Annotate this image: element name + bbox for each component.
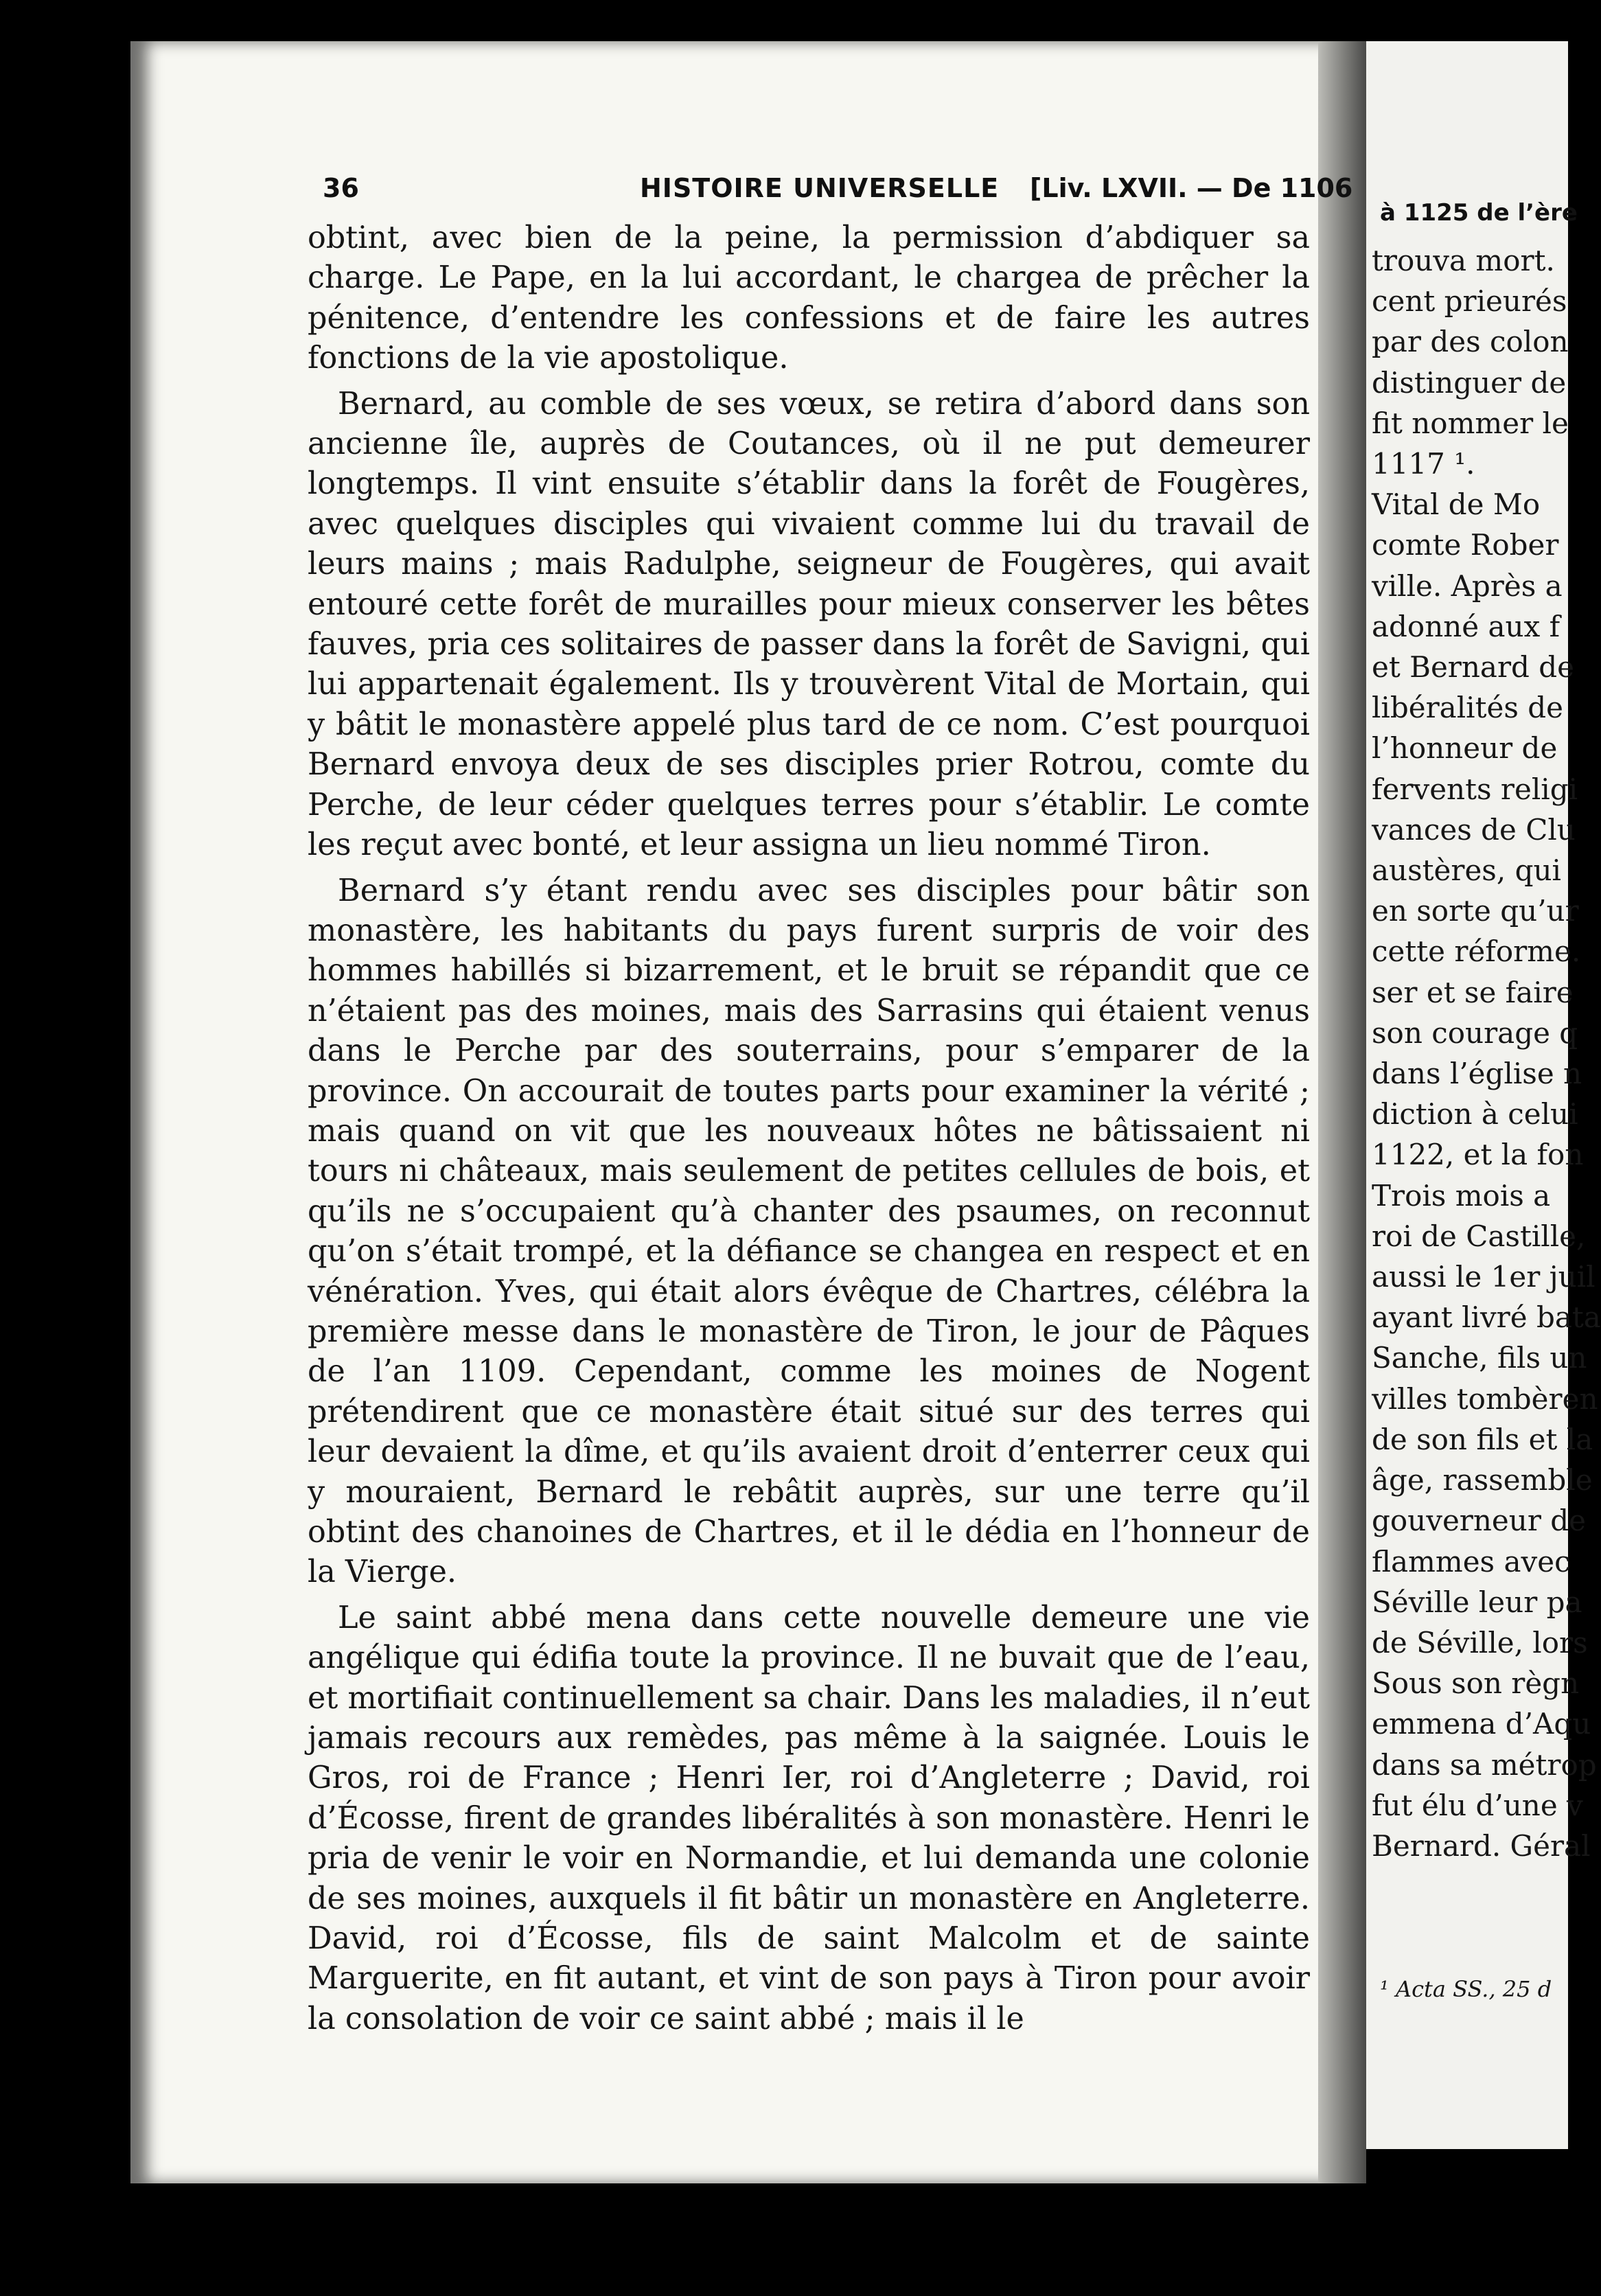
facing-line: gouverneur de [1372,1504,1587,1538]
running-title: HISTOIRE UNIVERSELLE [640,173,1000,203]
facing-line: adonné aux f [1372,609,1560,643]
facing-line: Sanche, fils un [1372,1341,1587,1375]
facing-line: ser et se faire [1372,975,1574,1009]
facing-line: cette réforme. [1372,934,1581,969]
facing-line: fit nommer le [1372,406,1569,440]
facing-line: fut élu d’une v [1372,1788,1583,1822]
facing-line: l’honneur de [1372,731,1558,766]
facing-line: fervents religi [1372,772,1578,806]
page-number: 36 [323,173,359,203]
facing-line: et Bernard de [1372,650,1575,685]
facing-line: austères, qui [1372,853,1561,888]
running-header [323,161,1353,216]
paragraph: obtint, avec bien de la peine, la permission d’abdiquer sa charge. Le Pape, en la lui accordant, le chargea de prêcher la pénitence, d’entendre les confessions et de faire les autres fonctions de la vie apostolique. [308,220,1310,376]
facing-line: comte Rober [1372,528,1559,562]
facing-page [1366,41,1601,2149]
facing-line: libéralités de [1372,691,1563,725]
facing-line: vances de Clu [1372,812,1576,847]
body-text [308,218,1310,2039]
facing-line: emmena d’Aqu [1372,1707,1591,1741]
facing-line: roi de Castille, [1372,1219,1586,1253]
facing-line: 1122, et la fon [1372,1138,1584,1172]
facing-line: Bernard. Géral [1372,1828,1591,1863]
facing-page-lines [1372,240,1601,1866]
scan-left-edge [0,0,130,2296]
facing-line: de son fils et la [1372,1422,1593,1456]
facing-line: de Séville, lors [1372,1625,1588,1660]
facing-page-footnote: ¹ Acta SS., 25 d [1380,1976,1552,2002]
facing-line: dans sa métrop [1372,1747,1597,1782]
facing-line: en sorte qu’ur [1372,894,1579,928]
book-gutter [1318,41,1366,2183]
facing-line: Vital de Mo [1372,487,1541,522]
facing-line: aussi le 1er juil [1372,1260,1596,1294]
paragraph: Le saint abbé mena dans cette nouvelle demeure une vie angélique qui édifia toute la province. Il ne buvait que de l’eau, et mortifiait continuellement sa chair. Dans les maladies, il n’eut jamais recours aux remèdes, pas même à la saignée. Louis le Gros, roi de France ; Henri Ier, roi d’Angleterre ; David, roi d’Écosse, firent de grandes libéralités à son monastère. Henri le pria de venir le voir en Normandie, et lui demanda une colonie de ses moines, auxquels il fit bâtir un monastère en Angleterre. David, roi d’Écosse, fils de saint Malcolm et de sainte Marguerite, en fit autant, et vint de son pays à Tiron pour avoir la consolation de voir ce saint abbé ; mais il le [308,1600,1310,2036]
facing-line: villes tombèren [1372,1381,1598,1416]
facing-line: Séville leur pa [1372,1585,1582,1619]
paragraph: Bernard s’y étant rendu avec ses disciples pour bâtir son monastère, les habitants du pays furent surpris de voir des hommes habillés si bizarrement, et le bruit se répandit que ce n’étaient pas des moines, mais des Sarrasins qui étaient venus dans le Perche par des souterrains, pour s’emparer de la province. On accourait de toutes parts pour examiner la vérité ; mais quand on vit que les nouveaux hôtes ne bâtissaient ni tours ni châteaux, mais seulement de petites cellules de bois, et qu’ils ne s’occupaient qu’à chanter des psaumes, on reconnut qu’on s’était trompé, et la défiance se changea en respect et en vénération. Yves, qui était alors évêque de Chartres, célébra la première messe dans le monastère de Tiron, le jour de Pâques de l’an 1109. Cependant, comme les moines de Nogent prétendirent que ce monastère était situé sur des terres qui leur devaient la dîme, et qu’ils avaient droit d’enterrer ceux qui y mouraient, Bernard le rebâtit auprès, sur une terre qu’il obtint des chanoines de Chartres, et il le dédia en l’honneur de la Vierge. [308,873,1310,1590]
facing-line: cent prieurés [1372,284,1567,319]
facing-line: diction à celui [1372,1097,1578,1132]
facing-line: son courage q [1372,1015,1578,1050]
facing-line: flammes avec [1372,1544,1571,1578]
facing-line: Sous son règn [1372,1666,1580,1701]
facing-line: distinguer de [1372,365,1567,400]
facing-line: ayant livré bata [1372,1300,1601,1335]
facing-line: 1117 ¹. [1372,447,1475,481]
paragraph: Bernard, au comble de ses vœux, se retira d’abord dans son ancienne île, auprès de Coutances, où il ne put demeurer longtemps. Il vint ensuite s’établir dans la forêt de Fougères, avec quelques disciples qui vivaient comme lui du travail de leurs mains ; mais Radulphe, seigneur de Fougères, qui avait entouré cette forêt de murailles pour mieux conserver les bêtes fauves, pria ces solitaires de passer dans la forêt de Savigni, qui lui appartenait également. Ils y trouvèrent Vital de Mortain, qui y bâtit le monastère appelé plus tard de ce nom. C’est pourquoi Bernard envoya deux de ses disciples prier Rotrou, comte du Perche, de leur céder quelques terres pour s’établir. Le comte les reçut avec bonté, et leur assigna un lieu nommé Tiron. [308,386,1310,863]
facing-line: dans l’église n [1372,1057,1582,1091]
scan-bottom-edge [0,2183,1568,2296]
facing-line: trouva mort. [1372,244,1555,277]
facing-line: âge, rassemble [1372,1463,1593,1497]
facing-line: ville. Après a [1372,569,1563,603]
facing-page-header: à 1125 de l’ère [1380,199,1578,227]
facing-line: par des colon [1372,325,1569,359]
facing-line: Trois mois a [1372,1178,1551,1213]
section-reference: [Liv. LXVII. — De 1106 [1030,173,1353,203]
